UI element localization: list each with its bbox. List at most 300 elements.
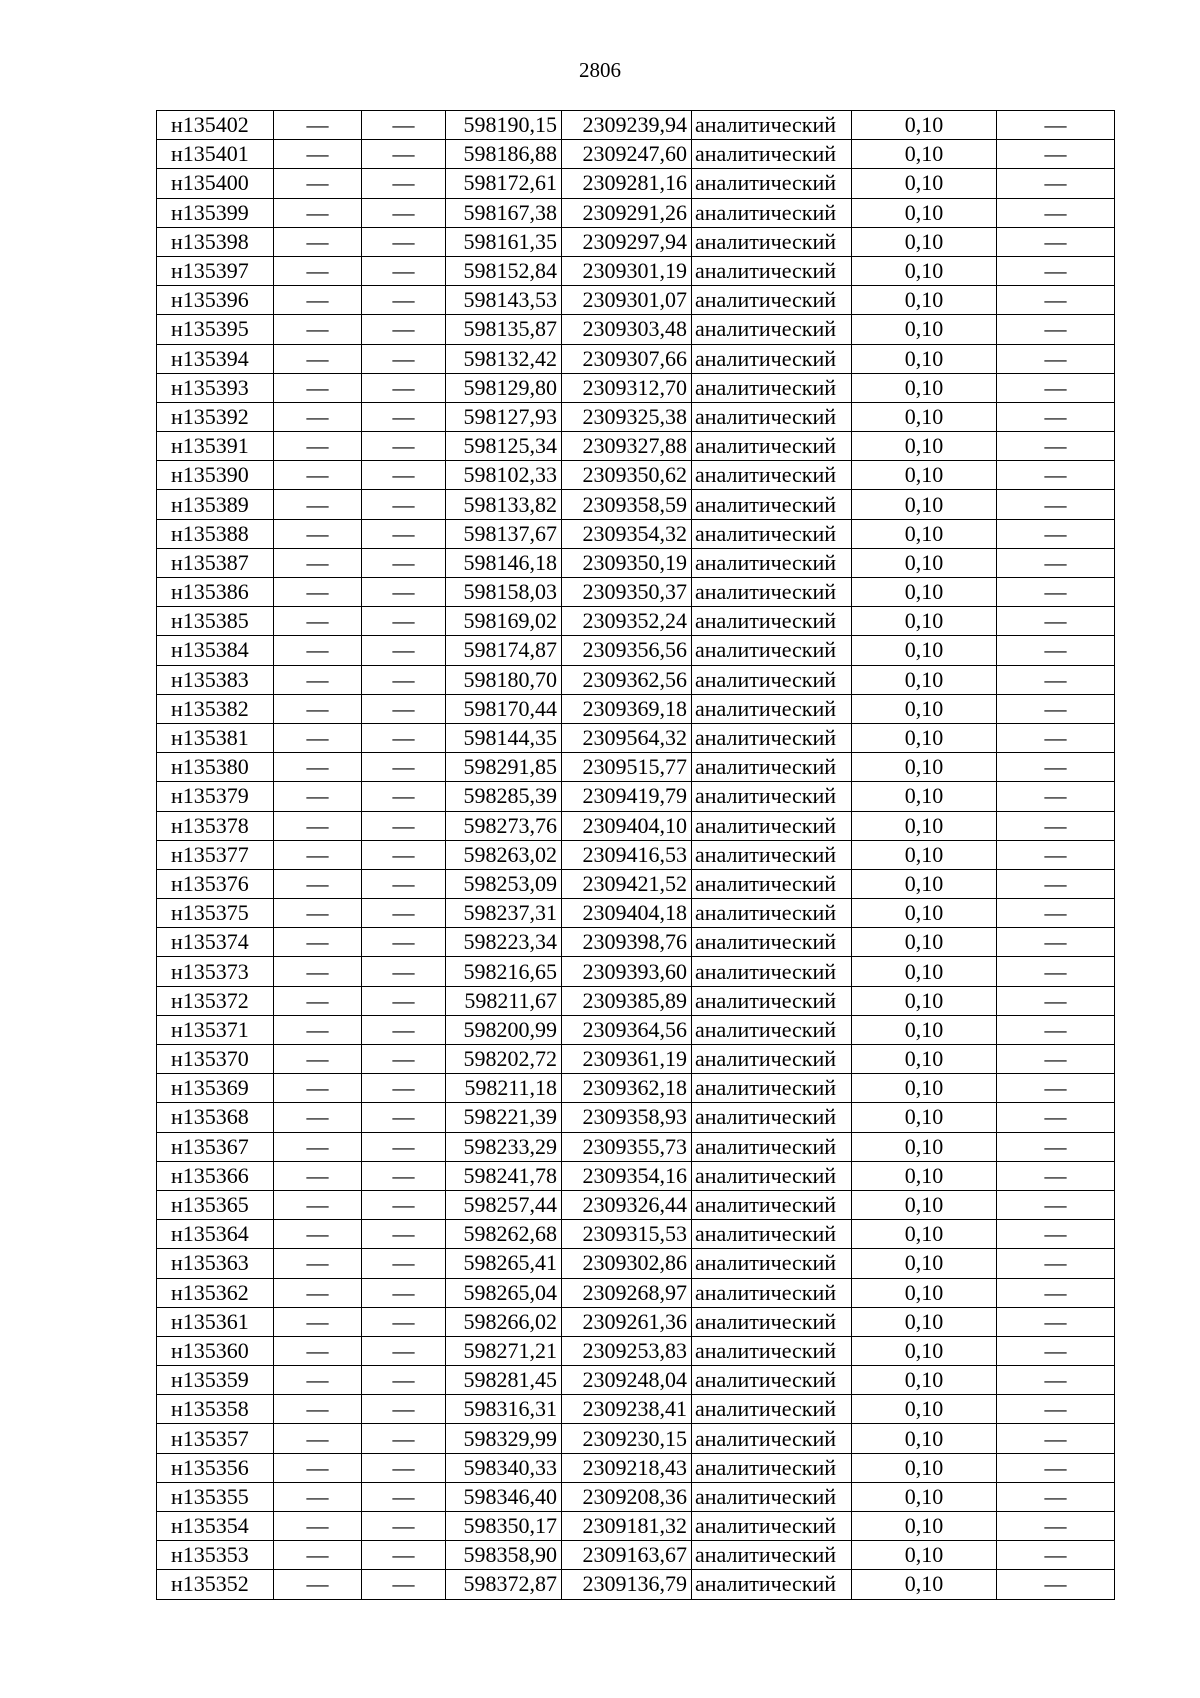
x-coordinate-cell: 598316,31 <box>446 1395 562 1424</box>
point-name-cell: н135392 <box>157 402 274 431</box>
method-cell: аналитический <box>692 1220 852 1249</box>
empty-value-cell: — <box>362 1570 446 1599</box>
point-name-cell: н135374 <box>157 928 274 957</box>
accuracy-cell: 0,10 <box>852 432 997 461</box>
empty-value-cell: — <box>362 1132 446 1161</box>
y-coordinate-cell: 2309281,16 <box>562 169 692 198</box>
accuracy-cell: 0,10 <box>852 402 997 431</box>
empty-value-cell: — <box>997 432 1115 461</box>
method-cell: аналитический <box>692 899 852 928</box>
x-coordinate-cell: 598257,44 <box>446 1190 562 1219</box>
empty-value-cell: — <box>362 402 446 431</box>
empty-value-cell: — <box>362 665 446 694</box>
method-cell: аналитический <box>692 111 852 140</box>
accuracy-cell: 0,10 <box>852 869 997 898</box>
point-name-cell: н135371 <box>157 1015 274 1044</box>
empty-value-cell: — <box>274 286 362 315</box>
table-row <box>157 402 1115 431</box>
empty-value-cell: — <box>362 811 446 840</box>
table-row <box>157 1015 1115 1044</box>
point-name-cell: н135380 <box>157 753 274 782</box>
y-coordinate-cell: 2309354,32 <box>562 519 692 548</box>
empty-value-cell: — <box>997 140 1115 169</box>
y-coordinate-cell: 2309354,16 <box>562 1161 692 1190</box>
point-name-cell: н135400 <box>157 169 274 198</box>
empty-value-cell: — <box>362 1336 446 1365</box>
empty-value-cell: — <box>274 227 362 256</box>
empty-value-cell: — <box>362 344 446 373</box>
empty-value-cell: — <box>362 1278 446 1307</box>
accuracy-cell: 0,10 <box>852 607 997 636</box>
accuracy-cell: 0,10 <box>852 1132 997 1161</box>
x-coordinate-cell: 598180,70 <box>446 665 562 694</box>
y-coordinate-cell: 2309302,86 <box>562 1249 692 1278</box>
y-coordinate-cell: 2309350,37 <box>562 578 692 607</box>
empty-value-cell: — <box>362 1541 446 1570</box>
y-coordinate-cell: 2309248,04 <box>562 1366 692 1395</box>
empty-value-cell: — <box>274 1190 362 1219</box>
method-cell: аналитический <box>692 1512 852 1541</box>
y-coordinate-cell: 2309362,56 <box>562 665 692 694</box>
empty-value-cell: — <box>274 519 362 548</box>
accuracy-cell: 0,10 <box>852 373 997 402</box>
point-name-cell: н135377 <box>157 840 274 869</box>
empty-value-cell: — <box>997 1074 1115 1103</box>
table-row <box>157 140 1115 169</box>
empty-value-cell: — <box>362 286 446 315</box>
point-name-cell: н135391 <box>157 432 274 461</box>
empty-value-cell: — <box>997 519 1115 548</box>
empty-value-cell: — <box>274 1336 362 1365</box>
empty-value-cell: — <box>274 1220 362 1249</box>
empty-value-cell: — <box>362 1190 446 1219</box>
empty-value-cell: — <box>362 723 446 752</box>
empty-value-cell: — <box>997 899 1115 928</box>
x-coordinate-cell: 598133,82 <box>446 490 562 519</box>
empty-value-cell: — <box>997 753 1115 782</box>
method-cell: аналитический <box>692 169 852 198</box>
x-coordinate-cell: 598172,61 <box>446 169 562 198</box>
empty-value-cell: — <box>362 373 446 402</box>
empty-value-cell: — <box>362 782 446 811</box>
empty-value-cell: — <box>274 1453 362 1482</box>
accuracy-cell: 0,10 <box>852 519 997 548</box>
x-coordinate-cell: 598132,42 <box>446 344 562 373</box>
empty-value-cell: — <box>997 1512 1115 1541</box>
empty-value-cell: — <box>362 607 446 636</box>
method-cell: аналитический <box>692 461 852 490</box>
empty-value-cell: — <box>362 1482 446 1511</box>
point-name-cell: н135372 <box>157 986 274 1015</box>
empty-value-cell: — <box>362 899 446 928</box>
x-coordinate-cell: 598263,02 <box>446 840 562 869</box>
y-coordinate-cell: 2309564,32 <box>562 723 692 752</box>
y-coordinate-cell: 2309398,76 <box>562 928 692 957</box>
x-coordinate-cell: 598285,39 <box>446 782 562 811</box>
empty-value-cell: — <box>362 928 446 957</box>
accuracy-cell: 0,10 <box>852 1161 997 1190</box>
method-cell: аналитический <box>692 723 852 752</box>
empty-value-cell: — <box>274 373 362 402</box>
method-cell: аналитический <box>692 1103 852 1132</box>
table-row <box>157 578 1115 607</box>
method-cell: аналитический <box>692 344 852 373</box>
empty-value-cell: — <box>362 1161 446 1190</box>
method-cell: аналитический <box>692 1336 852 1365</box>
empty-value-cell: — <box>362 1453 446 1482</box>
y-coordinate-cell: 2309239,94 <box>562 111 692 140</box>
y-coordinate-cell: 2309325,38 <box>562 402 692 431</box>
empty-value-cell: — <box>997 782 1115 811</box>
empty-value-cell: — <box>362 548 446 577</box>
empty-value-cell: — <box>362 636 446 665</box>
table-row <box>157 811 1115 840</box>
point-name-cell: н135401 <box>157 140 274 169</box>
empty-value-cell: — <box>997 1366 1115 1395</box>
empty-value-cell: — <box>362 198 446 227</box>
x-coordinate-cell: 598127,93 <box>446 402 562 431</box>
y-coordinate-cell: 2309369,18 <box>562 694 692 723</box>
table-row <box>157 461 1115 490</box>
x-coordinate-cell: 598190,15 <box>446 111 562 140</box>
method-cell: аналитический <box>692 1395 852 1424</box>
empty-value-cell: — <box>362 169 446 198</box>
point-name-cell: н135390 <box>157 461 274 490</box>
method-cell: аналитический <box>692 1132 852 1161</box>
empty-value-cell: — <box>362 1395 446 1424</box>
empty-value-cell: — <box>997 928 1115 957</box>
accuracy-cell: 0,10 <box>852 1366 997 1395</box>
accuracy-cell: 0,10 <box>852 636 997 665</box>
y-coordinate-cell: 2309419,79 <box>562 782 692 811</box>
empty-value-cell: — <box>997 1395 1115 1424</box>
empty-value-cell: — <box>362 1103 446 1132</box>
table-row <box>157 1307 1115 1336</box>
accuracy-cell: 0,10 <box>852 986 997 1015</box>
accuracy-cell: 0,10 <box>852 694 997 723</box>
empty-value-cell: — <box>997 111 1115 140</box>
empty-value-cell: — <box>274 1570 362 1599</box>
empty-value-cell: — <box>997 1336 1115 1365</box>
table-row <box>157 1045 1115 1074</box>
method-cell: аналитический <box>692 1190 852 1219</box>
empty-value-cell: — <box>997 607 1115 636</box>
y-coordinate-cell: 2309350,19 <box>562 548 692 577</box>
y-coordinate-cell: 2309253,83 <box>562 1336 692 1365</box>
empty-value-cell: — <box>274 1541 362 1570</box>
accuracy-cell: 0,10 <box>852 811 997 840</box>
accuracy-cell: 0,10 <box>852 461 997 490</box>
method-cell: аналитический <box>692 402 852 431</box>
x-coordinate-cell: 598358,90 <box>446 1541 562 1570</box>
empty-value-cell: — <box>274 957 362 986</box>
method-cell: аналитический <box>692 315 852 344</box>
empty-value-cell: — <box>274 256 362 285</box>
accuracy-cell: 0,10 <box>852 1278 997 1307</box>
x-coordinate-cell: 598221,39 <box>446 1103 562 1132</box>
table-row <box>157 869 1115 898</box>
y-coordinate-cell: 2309297,94 <box>562 227 692 256</box>
empty-value-cell: — <box>362 753 446 782</box>
y-coordinate-cell: 2309404,10 <box>562 811 692 840</box>
empty-value-cell: — <box>362 227 446 256</box>
table-row <box>157 1161 1115 1190</box>
empty-value-cell: — <box>997 1278 1115 1307</box>
empty-value-cell: — <box>274 344 362 373</box>
empty-value-cell: — <box>997 1453 1115 1482</box>
table-row <box>157 373 1115 402</box>
y-coordinate-cell: 2309421,52 <box>562 869 692 898</box>
point-name-cell: н135376 <box>157 869 274 898</box>
method-cell: аналитический <box>692 811 852 840</box>
point-name-cell: н135357 <box>157 1424 274 1453</box>
point-name-cell: н135363 <box>157 1249 274 1278</box>
accuracy-cell: 0,10 <box>852 1307 997 1336</box>
empty-value-cell: — <box>274 1482 362 1511</box>
method-cell: аналитический <box>692 840 852 869</box>
accuracy-cell: 0,10 <box>852 198 997 227</box>
y-coordinate-cell: 2309358,59 <box>562 490 692 519</box>
x-coordinate-cell: 598350,17 <box>446 1512 562 1541</box>
accuracy-cell: 0,10 <box>852 665 997 694</box>
accuracy-cell: 0,10 <box>852 1015 997 1044</box>
x-coordinate-cell: 598241,78 <box>446 1161 562 1190</box>
empty-value-cell: — <box>274 1103 362 1132</box>
x-coordinate-cell: 598169,02 <box>446 607 562 636</box>
empty-value-cell: — <box>274 1395 362 1424</box>
x-coordinate-cell: 598223,34 <box>446 928 562 957</box>
y-coordinate-cell: 2309327,88 <box>562 432 692 461</box>
empty-value-cell: — <box>274 315 362 344</box>
table-row <box>157 1103 1115 1132</box>
y-coordinate-cell: 2309238,41 <box>562 1395 692 1424</box>
method-cell: аналитический <box>692 256 852 285</box>
table-row <box>157 723 1115 752</box>
point-name-cell: н135402 <box>157 111 274 140</box>
empty-value-cell: — <box>274 1512 362 1541</box>
empty-value-cell: — <box>362 869 446 898</box>
y-coordinate-cell: 2309303,48 <box>562 315 692 344</box>
y-coordinate-cell: 2309181,32 <box>562 1512 692 1541</box>
empty-value-cell: — <box>362 256 446 285</box>
empty-value-cell: — <box>997 1482 1115 1511</box>
method-cell: аналитический <box>692 1453 852 1482</box>
accuracy-cell: 0,10 <box>852 1512 997 1541</box>
empty-value-cell: — <box>362 1366 446 1395</box>
empty-value-cell: — <box>274 140 362 169</box>
empty-value-cell: — <box>362 957 446 986</box>
table-row <box>157 1453 1115 1482</box>
point-name-cell: н135362 <box>157 1278 274 1307</box>
empty-value-cell: — <box>274 723 362 752</box>
accuracy-cell: 0,10 <box>852 140 997 169</box>
x-coordinate-cell: 598143,53 <box>446 286 562 315</box>
x-coordinate-cell: 598200,99 <box>446 1015 562 1044</box>
point-name-cell: н135395 <box>157 315 274 344</box>
accuracy-cell: 0,10 <box>852 1190 997 1219</box>
x-coordinate-cell: 598266,02 <box>446 1307 562 1336</box>
y-coordinate-cell: 2309361,19 <box>562 1045 692 1074</box>
empty-value-cell: — <box>362 840 446 869</box>
method-cell: аналитический <box>692 665 852 694</box>
y-coordinate-cell: 2309326,44 <box>562 1190 692 1219</box>
y-coordinate-cell: 2309230,15 <box>562 1424 692 1453</box>
accuracy-cell: 0,10 <box>852 578 997 607</box>
coordinates-table <box>156 110 1115 1600</box>
x-coordinate-cell: 598186,88 <box>446 140 562 169</box>
method-cell: аналитический <box>692 1570 852 1599</box>
x-coordinate-cell: 598329,99 <box>446 1424 562 1453</box>
point-name-cell: н135364 <box>157 1220 274 1249</box>
table-row <box>157 636 1115 665</box>
table-row <box>157 1570 1115 1599</box>
y-coordinate-cell: 2309163,67 <box>562 1541 692 1570</box>
method-cell: аналитический <box>692 1424 852 1453</box>
point-name-cell: н135369 <box>157 1074 274 1103</box>
method-cell: аналитический <box>692 519 852 548</box>
x-coordinate-cell: 598161,35 <box>446 227 562 256</box>
y-coordinate-cell: 2309268,97 <box>562 1278 692 1307</box>
y-coordinate-cell: 2309315,53 <box>562 1220 692 1249</box>
method-cell: аналитический <box>692 636 852 665</box>
empty-value-cell: — <box>274 1307 362 1336</box>
method-cell: аналитический <box>692 869 852 898</box>
x-coordinate-cell: 598253,09 <box>446 869 562 898</box>
accuracy-cell: 0,10 <box>852 1424 997 1453</box>
empty-value-cell: — <box>997 1424 1115 1453</box>
table-row <box>157 607 1115 636</box>
method-cell: аналитический <box>692 957 852 986</box>
method-cell: аналитический <box>692 198 852 227</box>
accuracy-cell: 0,10 <box>852 1045 997 1074</box>
empty-value-cell: — <box>997 344 1115 373</box>
table-row <box>157 1132 1115 1161</box>
empty-value-cell: — <box>362 1074 446 1103</box>
accuracy-cell: 0,10 <box>852 490 997 519</box>
x-coordinate-cell: 598273,76 <box>446 811 562 840</box>
table-row <box>157 198 1115 227</box>
method-cell: аналитический <box>692 1045 852 1074</box>
empty-value-cell: — <box>362 986 446 1015</box>
empty-value-cell: — <box>274 169 362 198</box>
y-coordinate-cell: 2309247,60 <box>562 140 692 169</box>
empty-value-cell: — <box>274 490 362 519</box>
point-name-cell: н135361 <box>157 1307 274 1336</box>
accuracy-cell: 0,10 <box>852 1220 997 1249</box>
method-cell: аналитический <box>692 607 852 636</box>
table-row <box>157 1336 1115 1365</box>
empty-value-cell: — <box>997 286 1115 315</box>
point-name-cell: н135356 <box>157 1453 274 1482</box>
x-coordinate-cell: 598237,31 <box>446 899 562 928</box>
empty-value-cell: — <box>997 811 1115 840</box>
y-coordinate-cell: 2309356,56 <box>562 636 692 665</box>
empty-value-cell: — <box>362 490 446 519</box>
empty-value-cell: — <box>997 986 1115 1015</box>
table-row <box>157 928 1115 957</box>
empty-value-cell: — <box>274 694 362 723</box>
y-coordinate-cell: 2309515,77 <box>562 753 692 782</box>
empty-value-cell: — <box>274 1074 362 1103</box>
point-name-cell: н135397 <box>157 256 274 285</box>
empty-value-cell: — <box>997 869 1115 898</box>
method-cell: аналитический <box>692 286 852 315</box>
x-coordinate-cell: 598265,41 <box>446 1249 562 1278</box>
method-cell: аналитический <box>692 140 852 169</box>
method-cell: аналитический <box>692 490 852 519</box>
y-coordinate-cell: 2309404,18 <box>562 899 692 928</box>
page-number: 2806 <box>579 58 621 82</box>
empty-value-cell: — <box>997 227 1115 256</box>
point-name-cell: н135387 <box>157 548 274 577</box>
accuracy-cell: 0,10 <box>852 957 997 986</box>
point-name-cell: н135384 <box>157 636 274 665</box>
x-coordinate-cell: 598291,85 <box>446 753 562 782</box>
table-row <box>157 1366 1115 1395</box>
table-row <box>157 957 1115 986</box>
empty-value-cell: — <box>274 1161 362 1190</box>
accuracy-cell: 0,10 <box>852 227 997 256</box>
point-name-cell: н135375 <box>157 899 274 928</box>
x-coordinate-cell: 598144,35 <box>446 723 562 752</box>
empty-value-cell: — <box>997 1132 1115 1161</box>
accuracy-cell: 0,10 <box>852 111 997 140</box>
point-name-cell: н135382 <box>157 694 274 723</box>
x-coordinate-cell: 598271,21 <box>446 1336 562 1365</box>
point-name-cell: н135388 <box>157 519 274 548</box>
table-row <box>157 519 1115 548</box>
y-coordinate-cell: 2309355,73 <box>562 1132 692 1161</box>
empty-value-cell: — <box>997 256 1115 285</box>
method-cell: аналитический <box>692 1015 852 1044</box>
empty-value-cell: — <box>274 782 362 811</box>
point-name-cell: н135385 <box>157 607 274 636</box>
y-coordinate-cell: 2309350,62 <box>562 461 692 490</box>
empty-value-cell: — <box>997 1015 1115 1044</box>
empty-value-cell: — <box>274 111 362 140</box>
x-coordinate-cell: 598262,68 <box>446 1220 562 1249</box>
table-row <box>157 1074 1115 1103</box>
x-coordinate-cell: 598233,29 <box>446 1132 562 1161</box>
accuracy-cell: 0,10 <box>852 169 997 198</box>
table-row <box>157 840 1115 869</box>
empty-value-cell: — <box>274 899 362 928</box>
empty-value-cell: — <box>362 315 446 344</box>
x-coordinate-cell: 598102,33 <box>446 461 562 490</box>
empty-value-cell: — <box>274 1015 362 1044</box>
table-row <box>157 227 1115 256</box>
point-name-cell: н135355 <box>157 1482 274 1511</box>
empty-value-cell: — <box>274 753 362 782</box>
empty-value-cell: — <box>997 1570 1115 1599</box>
empty-value-cell: — <box>362 140 446 169</box>
empty-value-cell: — <box>362 111 446 140</box>
accuracy-cell: 0,10 <box>852 1249 997 1278</box>
empty-value-cell: — <box>362 1249 446 1278</box>
y-coordinate-cell: 2309218,43 <box>562 1453 692 1482</box>
x-coordinate-cell: 598211,18 <box>446 1074 562 1103</box>
accuracy-cell: 0,10 <box>852 928 997 957</box>
empty-value-cell: — <box>997 1307 1115 1336</box>
empty-value-cell: — <box>274 548 362 577</box>
table-row <box>157 169 1115 198</box>
method-cell: аналитический <box>692 753 852 782</box>
accuracy-cell: 0,10 <box>852 1103 997 1132</box>
y-coordinate-cell: 2309307,66 <box>562 344 692 373</box>
empty-value-cell: — <box>274 1424 362 1453</box>
empty-value-cell: — <box>997 723 1115 752</box>
empty-value-cell: — <box>997 665 1115 694</box>
